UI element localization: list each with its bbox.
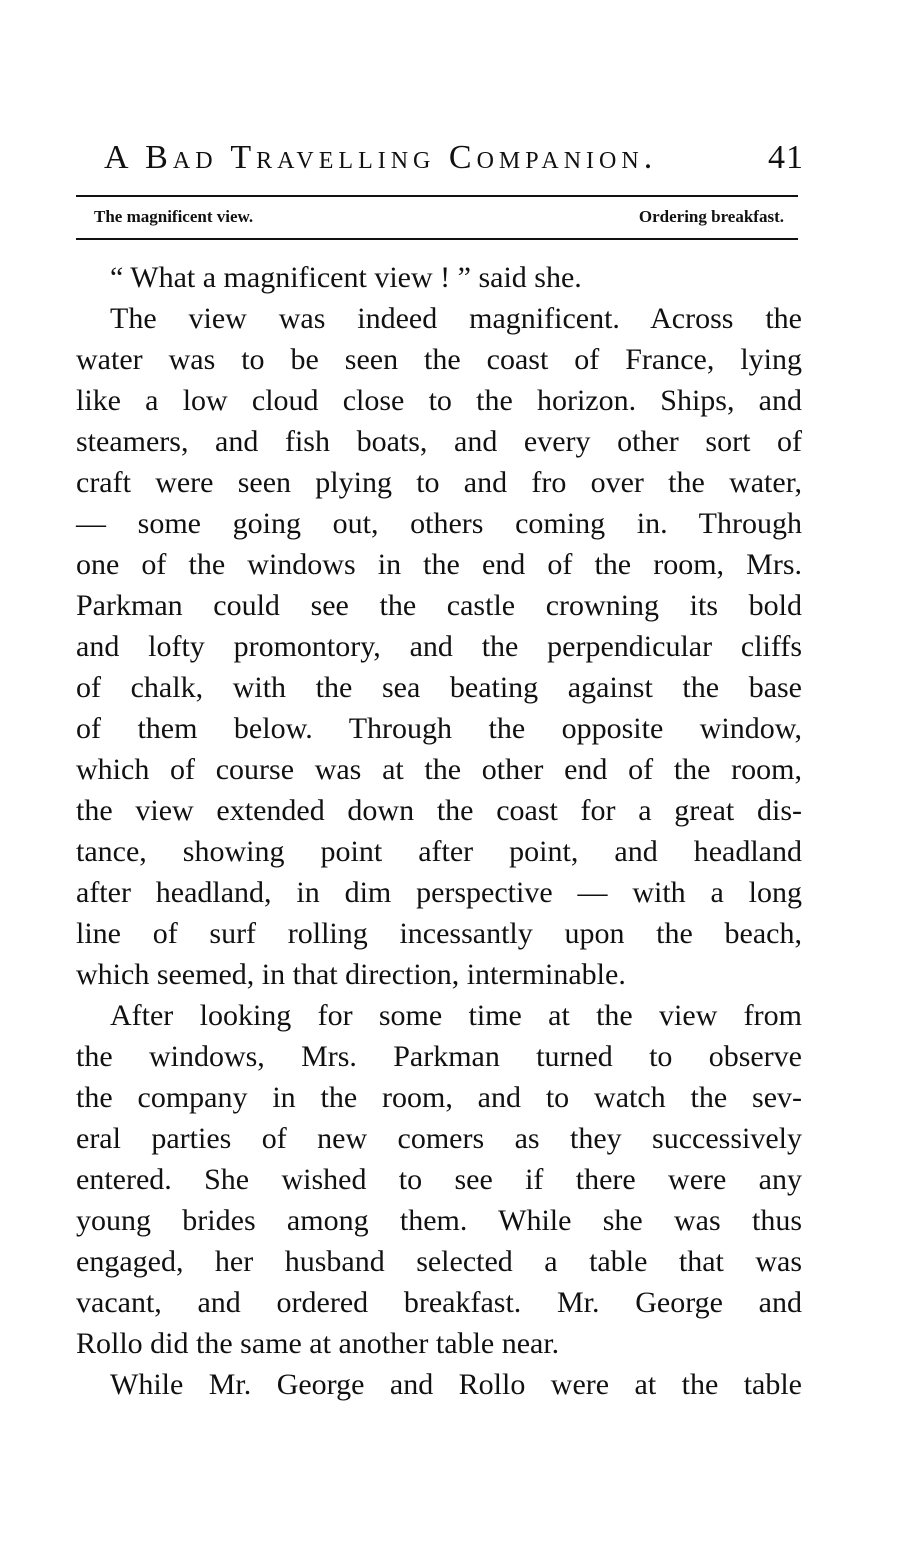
text-line: vacant, and ordered breakfast. Mr. George and	[76, 1286, 802, 1319]
header-rule-bottom	[76, 238, 798, 240]
text-line: like a low cloud close to the horizon. Ships, and	[76, 384, 802, 417]
text-line: of chalk, with the sea beating against the base	[76, 671, 802, 704]
text-line: after headland, in dim perspective — with a long	[76, 876, 802, 909]
sidenote-right: Ordering breakfast.	[638, 207, 784, 226]
text-line: steamers, and fish boats, and every other sort of	[76, 425, 802, 458]
text-line: one of the windows in the end of the room, Mrs.	[76, 548, 802, 581]
running-head-title: A Bad Travelling Companion.	[104, 139, 658, 176]
topic-sidenotes	[94, 205, 784, 229]
text-line: which of course was at the other end of the room,	[76, 753, 802, 786]
sidenote-left: The magnificent view.	[94, 207, 254, 226]
text-line: “ What a magnificent view ! ” said she.	[110, 261, 582, 294]
header-rule-top	[76, 195, 798, 197]
text-line: the windows, Mrs. Parkman turned to observe	[76, 1040, 802, 1073]
text-line: Parkman could see the castle crowning its bold	[76, 589, 802, 622]
page-number: 41	[768, 139, 804, 176]
text-line: line of surf rolling incessantly upon the beach,	[76, 917, 802, 950]
text-line: Rollo did the same at another table near.	[76, 1327, 560, 1360]
text-line: After looking for some time at the view from	[110, 999, 802, 1032]
text-line: water was to be seen the coast of France, lying	[76, 343, 802, 376]
text-line: which seemed, in that direction, interminable.	[76, 958, 626, 991]
text-line: of them below. Through the opposite window,	[76, 712, 802, 745]
text-line: engaged, her husband selected a table that was	[76, 1245, 802, 1278]
text-line: entered. She wished to see if there were any	[76, 1163, 802, 1196]
text-line: the view extended down the coast for a great dis-	[76, 794, 802, 827]
text-line: craft were seen plying to and fro over the water,	[76, 466, 802, 499]
text-line: The view was indeed magnificent. Across the	[110, 302, 802, 335]
text-line: — some going out, others coming in. Through	[76, 507, 802, 540]
text-line: tance, showing point after point, and headland	[76, 835, 802, 868]
text-line: the company in the room, and to watch the sev-	[76, 1081, 802, 1114]
text-line: While Mr. George and Rollo were at the table	[110, 1368, 802, 1401]
text-line: young brides among them. While she was thus	[76, 1204, 802, 1237]
body-text	[76, 257, 802, 1405]
text-line: eral parties of new comers as they successively	[76, 1122, 802, 1155]
text-line: and lofty promontory, and the perpendicular cliffs	[76, 630, 802, 663]
